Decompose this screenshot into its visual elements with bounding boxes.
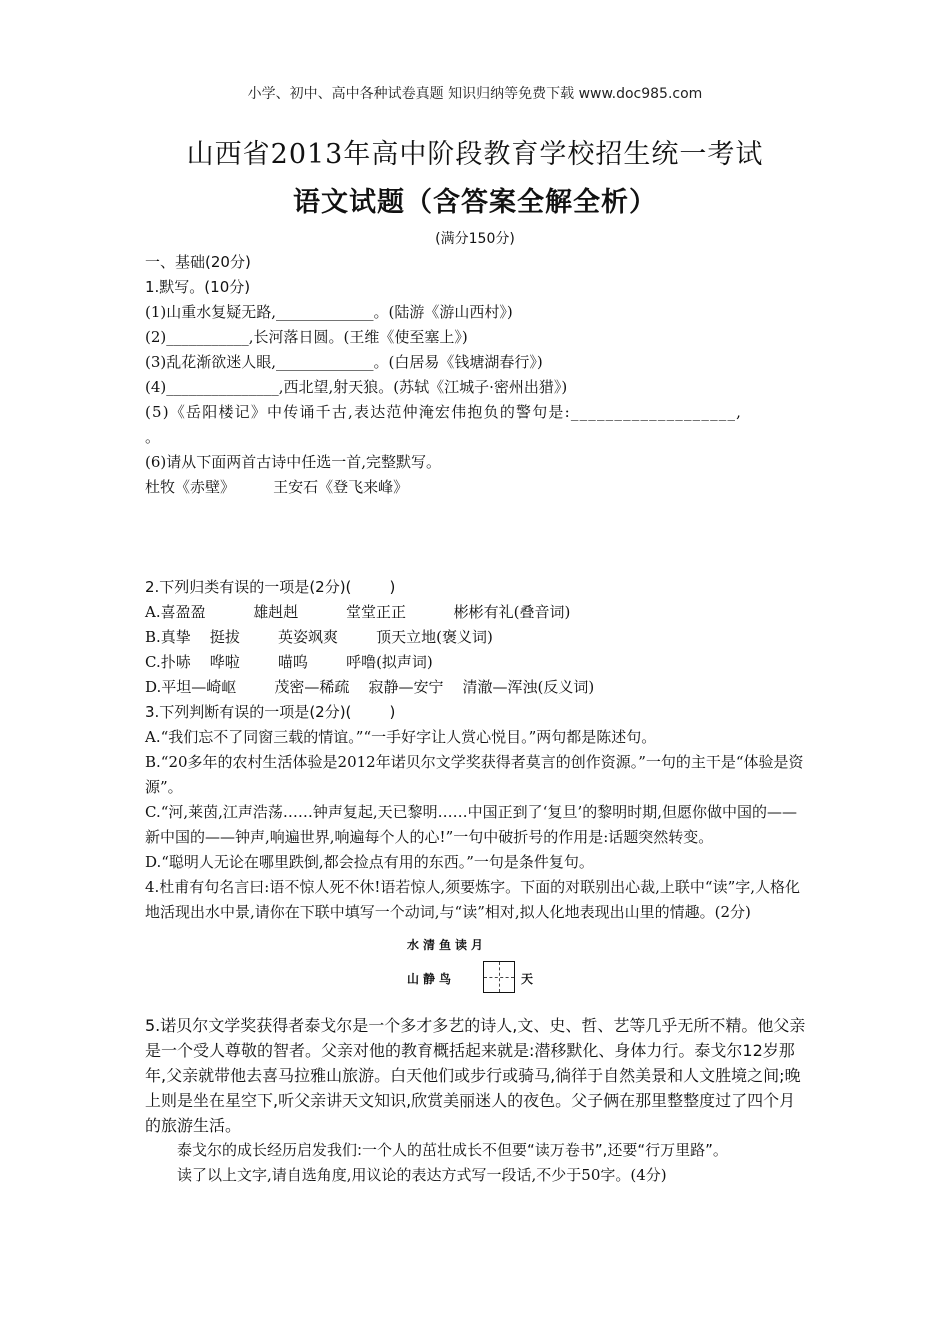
q3-option: B.“20多年的农村生活体验是2012年诺贝尔文学奖获得者莫言的创作资源。”一句的主干是“体验是资源”。	[145, 753, 804, 796]
q1-item: 杜牧《赤壁》 王安石《登飞来峰》	[145, 478, 409, 496]
question-5-prompt: 读了以上文字,请自选角度,用议论的表达方式写一段话,不少于50字。(4分)	[177, 1166, 667, 1184]
couplet-upper: 水清鱼读月	[407, 938, 488, 952]
q1-item: 。	[145, 428, 161, 446]
couplet-lower-before: 山静鸟	[407, 972, 456, 986]
couplet-figure	[145, 931, 810, 1009]
q1-item: (5)《岳阳楼记》中传诵千古,表达范仲淹宏伟抱负的警句是:___________________,	[145, 403, 743, 421]
question-3-title: 3.下列判断有误的一项是(2分)( )	[145, 703, 396, 721]
q2-option: C.扑哧 哗啦 喵呜 呼噜(拟声词)	[145, 653, 433, 671]
q1-item: (3)乱花渐欲迷人眼,_____________。(白居易《钱塘湖春行》)	[145, 353, 543, 371]
exam-subtitle: 语文试题（含答案全解全析）	[293, 187, 657, 218]
couplet-lower-after: 天	[521, 972, 534, 986]
q3-option: A.“我们忘不了同窗三载的情谊。”“一手好字让人赏心悦目。”两句都是陈述句。	[145, 728, 657, 746]
q1-item: (1)山重水复疑无路,_____________。(陆游《游山西村》)	[145, 303, 513, 321]
site-header: 小学、初中、高中各种试卷真题 知识归纳等免费下载 www.doc985.com	[247, 86, 703, 102]
box-guide-vertical	[499, 962, 500, 992]
question-2-title: 2.下列归类有误的一项是(2分)( )	[145, 578, 396, 596]
q3-option: C.“河,莱茵,江声浩荡……钟声复起,天已黎明……中国正到了‘复旦’的黎明时期,但愿你做中国的——新中国的——钟声,响遍世界,响遍每个人的心!”一句中破折号的作用是:话题突然转变。	[145, 803, 797, 846]
question-1-title: 1.默写。(10分)	[145, 278, 251, 296]
exam-body	[145, 250, 810, 1188]
couplet-answer-box[interactable]	[483, 961, 515, 993]
section-heading: 一、基础(20分)	[145, 253, 251, 271]
question-4-text: 4.杜甫有句名言曰:语不惊人死不休!语若惊人,须要炼字。下面的对联别出心裁,上联中“读”字,人格化地活现出水中景,请你在下联中填写一个动词,与“读”相对,拟人化地表现出山里的情趣。(2分)	[145, 878, 801, 921]
exam-title: 山西省2013年高中阶段教育学校招生统一考试	[186, 139, 764, 170]
q1-item: (6)请从下面两首古诗中任选一首,完整默写。	[145, 453, 442, 471]
question-5-insight: 泰戈尔的成长经历启发我们:一个人的茁壮成长不但要“读万卷书”,还要“行万里路”。	[177, 1141, 728, 1159]
q2-option: A.喜盈盈 雄赳赳 堂堂正正 彬彬有礼(叠音词)	[145, 603, 571, 621]
q2-option: D.平坦—崎岖 茂密—稀疏 寂静—安宁 清澈—浑浊(反义词)	[145, 678, 595, 696]
answer-space	[145, 500, 810, 575]
q1-item: (2)___________,长河落日圆。(王维《使至塞上》)	[145, 328, 468, 346]
full-score: (满分150分)	[435, 231, 515, 247]
q2-option: B.真挚 挺拔 英姿飒爽 顶天立地(褒义词)	[145, 628, 493, 646]
q3-option: D.“聪明人无论在哪里跌倒,都会捡点有用的东西。”一句是条件复句。	[145, 853, 594, 871]
q1-item: (4)_______________,西北望,射天狼。(苏轼《江城子·密州出猎》)	[145, 378, 568, 396]
question-5-passage: 5.诺贝尔文学奖获得者泰戈尔是一个多才多艺的诗人,文、史、哲、艺等几乎无所不精。他父亲是一个受人尊敬的智者。父亲对他的教育概括起来就是:潜移默化、身体力行。泰戈尔12岁那年,父亲就带他去喜马拉雅山旅游。白天他们或步行或骑马,徜徉于自然美景和人文胜境之间;晚上则是坐在星空下,听父亲讲天文知识,欣赏美丽迷人的夜色。父子俩在那里整整度过了四个月的旅游生活。	[145, 1016, 806, 1135]
